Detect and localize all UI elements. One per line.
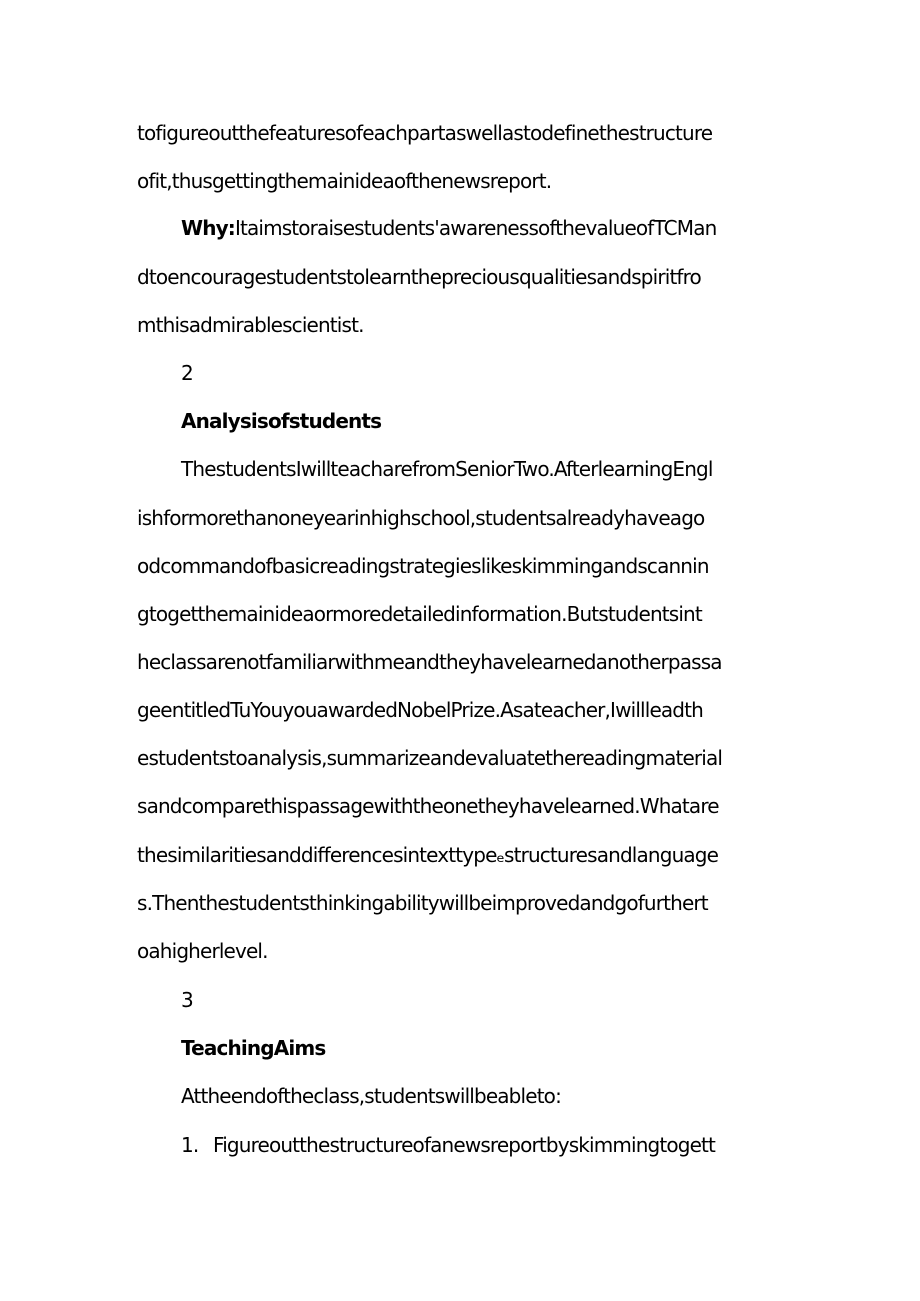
body-text-line: heclassarenotfamiliarwithmeandtheyhavelearnedanotherpassa	[137, 650, 722, 674]
body-text-line: sandcomparethispassagewiththeonetheyhavelearned.Whatare	[137, 794, 719, 818]
section-heading: Analysisofstudents	[181, 409, 382, 433]
body-text-line: ishformorethanoneyearinhighschool,studentsalreadyhaveago	[137, 506, 705, 530]
body-text-line: ofit,thusgettingthemainideaofthenewsreport.	[137, 169, 552, 193]
list-item-marker: 1.	[181, 1133, 199, 1157]
body-text-line: thesimilaritiesanddifferencesintexttypeₑstructuresandlanguage	[137, 843, 719, 867]
body-text-line: gtogetthemainideaormoredetailedinformation.Butstudentsint	[137, 602, 702, 626]
body-text-line: mthisadmirablescientist.	[137, 313, 364, 337]
body-text-line: ThestudentsIwillteacharefromSeniorTwo.AfterlearningEngl	[181, 457, 713, 481]
body-text-line: odcommandofbasicreadingstrategieslikeskimmingandscannin	[137, 554, 709, 578]
section-number: 2	[181, 361, 193, 385]
list-item-text: Figureoutthestructureofanewsreportbyskimmingtogett	[213, 1133, 716, 1157]
body-text-line: oahigherlevel.	[137, 939, 268, 963]
body-text-line: geentitledTuYouyouawardedNobelPrize.Asateacher,Iwillleadth	[137, 698, 703, 722]
section-intro: Attheendoftheclass,studentswillbeableto:	[181, 1084, 561, 1108]
section-number: 3	[181, 988, 193, 1012]
body-text-line: estudentstoanalysis,summarizeandevaluatethereadingmaterial	[137, 746, 723, 770]
body-text-line: tofigureoutthefeaturesofeachpartaswellastodefinethestructure	[137, 121, 713, 145]
why-text: Itaimstoraisestudents'awarenessofthevalueofTCMan	[234, 216, 717, 240]
why-paragraph-first-line	[181, 215, 716, 241]
section-heading: TeachingAims	[181, 1036, 326, 1060]
why-label: Why:	[181, 216, 235, 240]
body-text-line: s.Thenthestudentsthinkingabilitywillbeimprovedandgofurthert	[137, 891, 708, 915]
body-text-line: dtoencouragestudentstolearnthepreciousqualitiesandspiritfro	[137, 265, 701, 289]
